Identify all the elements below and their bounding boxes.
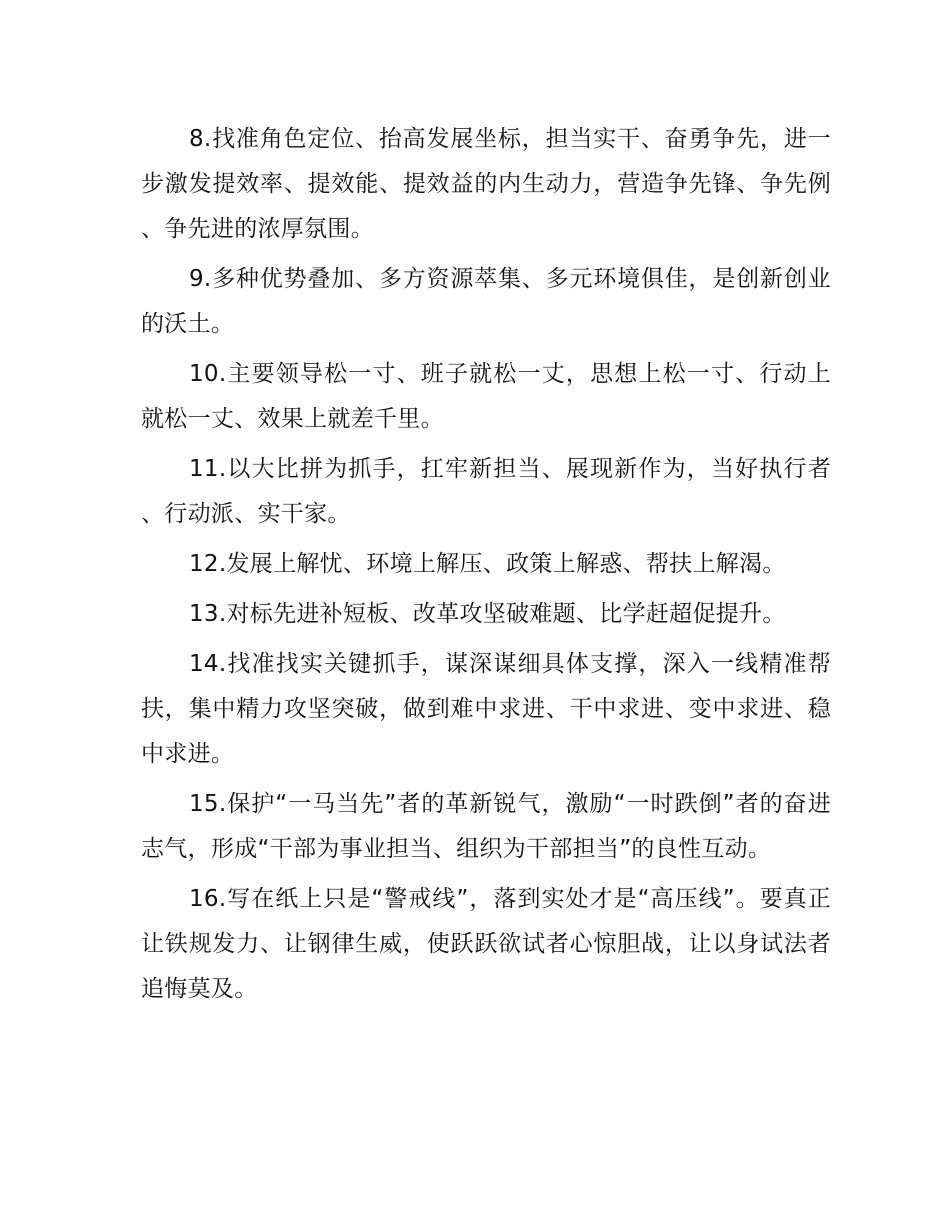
paragraph-15: 15.保护“一马当先”者的革新锐气，激励“一时跌倒”者的奋进志气，形成“干部为事业担当、组织为干部担当”的良性互动。 xyxy=(141,791,831,862)
paragraph-8: 8.找准角色定位、抬高发展坐标，担当实干、奋勇争先，进一步激发提效率、提效能、提效益的内生动力，营造争先锋、争先例、争先进的浓厚氛围。 xyxy=(141,126,831,242)
paragraph-14: 14.找准找实关键抓手，谋深谋细具体支撑，深入一线精准帮扶，集中精力攻坚突破，做到难中求进、干中求进、变中求进、稳中求进。 xyxy=(141,651,831,767)
document-body xyxy=(141,117,831,1017)
paragraph-10: 10.主要领导松一寸、班子就松一丈，思想上松一寸、行动上就松一丈、效果上就差千里。 xyxy=(141,361,831,432)
paragraph-12: 12.发展上解忧、环境上解压、政策上解惑、帮扶上解渴。 xyxy=(189,551,786,577)
paragraph-11: 11.以大比拼为抓手，扛牢新担当、展现新作为，当好执行者、行动派、实干家。 xyxy=(141,456,831,527)
paragraph-16: 16.写在纸上只是“警戒线”，落到实处才是“高压线”。要真正让铁规发力、让钢律生威，使跃跃欲试者心惊胆战，让以身试法者追悔莫及。 xyxy=(141,886,831,1002)
paragraph-13: 13.对标先进补短板、改革攻坚破难题、比学赶超促提升。 xyxy=(189,601,786,627)
paragraph-9: 9.多种优势叠加、多方资源萃集、多元环境俱佳，是创新创业的沃土。 xyxy=(141,266,831,337)
